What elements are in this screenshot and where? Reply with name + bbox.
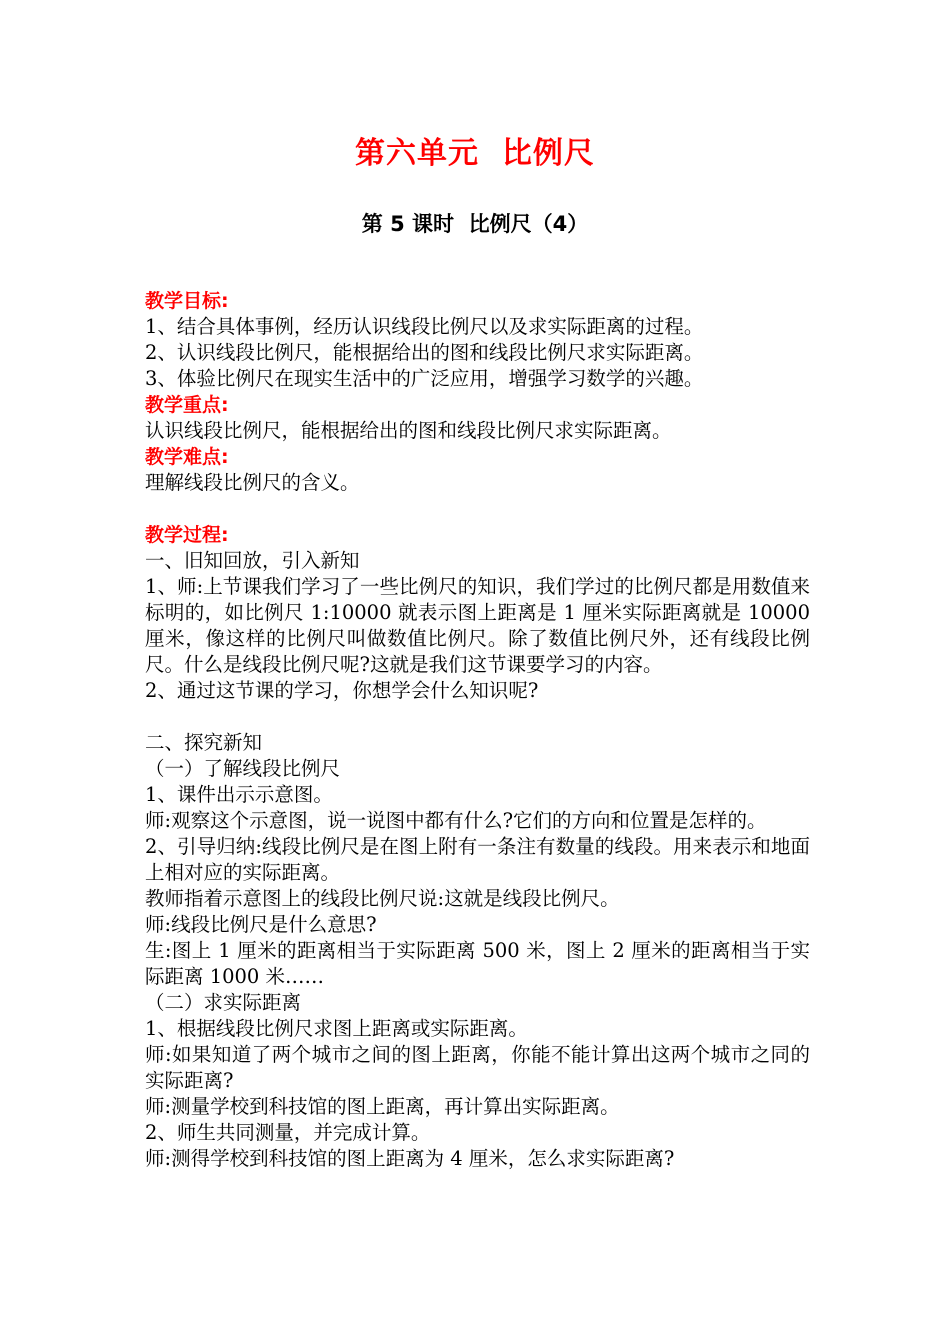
lesson-subtitle: 第 5 课时 比例尺（4）	[361, 212, 589, 236]
paragraph: 师:如果知道了两个城市之间的图上距离，你能不能计算出这两个城市之同的实际距离?	[145, 1043, 810, 1092]
paragraph: 2、引导归纳:线段比例尺是在图上附有一条注有数量的线段。用来表示和地面上相对应的实际距离。	[145, 835, 810, 884]
lesson-body	[145, 288, 810, 1172]
paragraph: 1、课件出示示意图。	[145, 783, 333, 806]
spacer	[145, 496, 810, 522]
goal-item: 3、体验比例尺在现实生活中的广泛应用，增强学习数学的兴趣。	[145, 367, 704, 390]
paragraph: 师:观察这个示意图，说一说图中都有什么?它们的方向和位置是怎样的。	[145, 809, 767, 832]
goal-item: 2、认识线段比例尺，能根据给出的图和线段比例尺求实际距离。	[145, 341, 704, 364]
goals-heading: 教学目标:	[145, 290, 229, 312]
paragraph: 师:测量学校到科技馆的图上距离，再计算出实际距离。	[145, 1095, 620, 1118]
spacer	[145, 704, 810, 730]
paragraph: 1、根据线段比例尺求图上距离或实际距离。	[145, 1017, 528, 1040]
paragraph: 师:线段比例尺是什么意思?	[145, 913, 377, 936]
key-point-heading: 教学重点:	[145, 394, 229, 416]
subsection-title: （一）了解线段比例尺	[145, 757, 341, 780]
paragraph: 教师指着示意图上的线段比例尺说:这就是线段比例尺。	[145, 887, 620, 910]
paragraph: 2、师生共同测量，并完成计算。	[145, 1121, 431, 1144]
paragraph: 2、通过这节课的学习，你想学会什么知识呢?	[145, 679, 539, 702]
key-point-text: 认识线段比例尺，能根据给出的图和线段比例尺求实际距离。	[145, 419, 672, 442]
section-title: 二、探究新知	[145, 731, 263, 754]
difficulty-heading: 教学难点:	[145, 446, 229, 468]
paragraph: 1、师:上节课我们学习了一些比例尺的知识，我们学过的比例尺都是用数值来标明的，如比例尺 1:10000 就表示图上距离是 1 厘米实际距离就是 10000 厘米，像这样的比例尺叫做数值比例尺。除了数值比例尺外，还有线段比例尺。什么是线段比例尺呢?这就是我们这节课要学习的内容。	[145, 575, 810, 676]
paragraph: 师:测得学校到科技馆的图上距离为 4 厘米，怎么求实际距离?	[145, 1147, 675, 1170]
unit-title: 第六单元 比例尺	[355, 136, 595, 171]
section-title: 一、旧知回放，引入新知	[145, 549, 360, 572]
paragraph: 生:图上 1 厘米的距离相当于实际距离 500 米，图上 2 厘米的距离相当于实际距离 1000 米……	[145, 939, 810, 988]
subsection-title: （二）求实际距离	[145, 991, 302, 1014]
goal-item: 1、结合具体事例，经历认识线段比例尺以及求实际距离的过程。	[145, 315, 704, 338]
difficulty-text: 理解线段比例尺的含义。	[145, 471, 360, 494]
process-heading: 教学过程:	[145, 524, 229, 546]
